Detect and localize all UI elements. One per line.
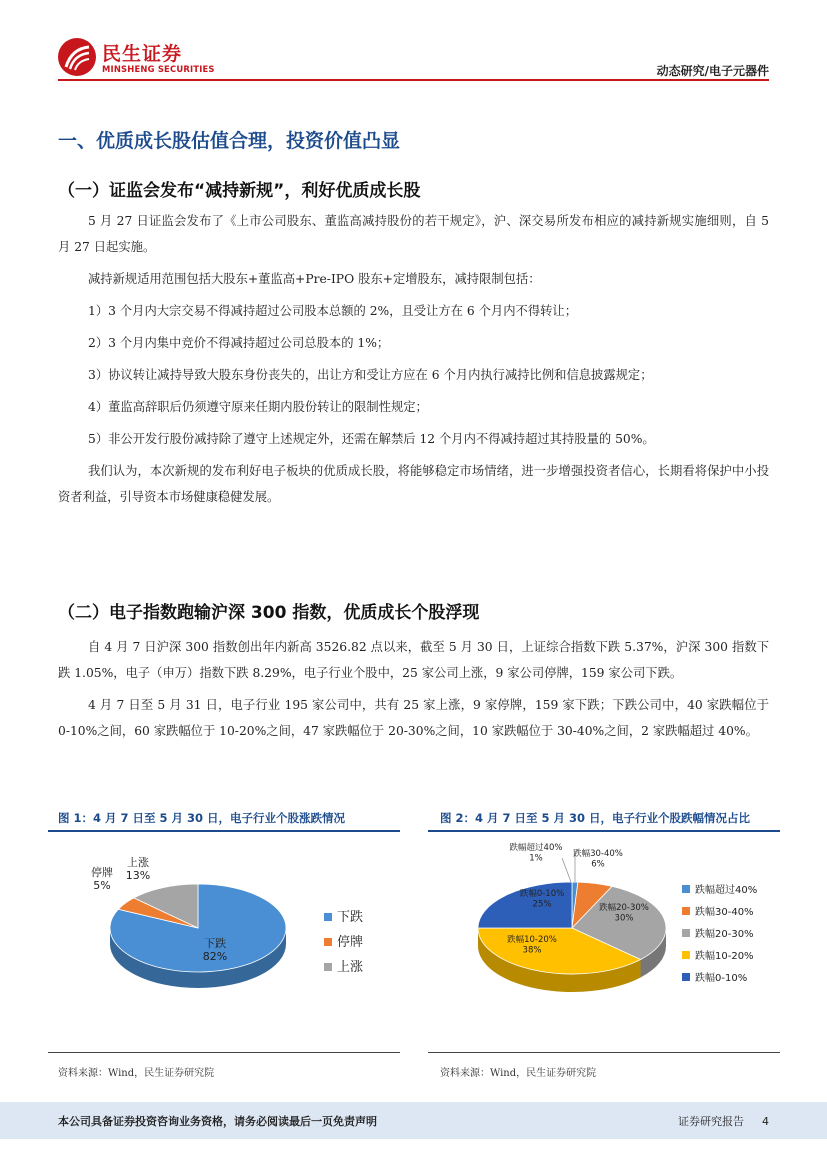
legend-label-2: 上涨 (337, 960, 364, 975)
legend-label-0: 跌幅超过40% (695, 885, 758, 896)
section-heading: 一、优质成长股估值合理，投资价值凸显 (58, 130, 401, 152)
pie-chart-stock-movement (48, 836, 400, 1048)
page-header (0, 0, 827, 84)
report-type-label: 证券研究报告 (678, 1115, 744, 1128)
paragraph: 1）3 个月内大宗交易不得减持超过公司股本总额的 2%，且受让方在 6 个月内不得转让； (88, 304, 578, 318)
logo-mark-icon (58, 38, 96, 76)
slice-label-4: 跌幅0-10% (519, 889, 565, 899)
figure-2-bottom-rule (428, 1052, 780, 1053)
footer-right (660, 1113, 769, 1129)
paragraph: 3）协议转让减持导致大股东身份丧失的，出让方和受让方应在 6 个月内执行减持比例和信息披露规定； (88, 368, 653, 382)
figure-2-top-rule (428, 830, 780, 832)
legend-label-4: 跌幅0-10% (695, 973, 748, 984)
figure-1-bottom-rule (48, 1052, 400, 1053)
header-divider (58, 79, 769, 81)
logo-text-cn: 民生证券 (102, 43, 183, 65)
slice-value-1: 5% (93, 879, 111, 892)
paragraph: 自 4 月 7 日沪深 300 指数创出年内新高 3526.82 点以来，截至 5 月 30 日，上证综合指数下跌 5.37%，沪深 300 指数下跌 1.05%，电子（申万）指数下跌 8.29%，电子行业个股中，25 家公司上涨，9 家公司停牌，159 家公司下跌。 (58, 640, 769, 680)
figure-2-source: 资料来源：Wind，民生证券研究院 (440, 1068, 597, 1079)
minsheng-logo (58, 38, 215, 78)
section-label: 动态研究/电子元器件 (656, 64, 769, 78)
paragraph: 5）非公开发行股份减持除了遵守上述规定外，还需在解禁后 12 个月内不得减持超过其持股量的 50%。 (88, 432, 655, 446)
subsection-heading-2: （二）电子指数跑输沪深 300 指数，优质成长个股浮现 (58, 603, 480, 623)
legend-swatch-0 (324, 913, 332, 921)
slice-value-2: 13% (125, 869, 151, 882)
body-text-block-2 (58, 634, 769, 744)
figure-2-title: 图 2：4 月 7 日至 5 月 30 日，电子行业个股跌幅情况占比 (440, 811, 751, 825)
legend-label-2: 跌幅20-30% (695, 929, 754, 940)
slice-value-3: 38% (522, 945, 542, 956)
pie-chart-decline-distribution (428, 836, 780, 1048)
label-leader-0 (562, 858, 571, 882)
slice-label-0: 下跌 (204, 937, 226, 950)
paragraph: 2）3 个月内集中竞价不得减持超过公司总股本的 1%； (88, 336, 390, 350)
body-text-block-1 (58, 208, 769, 510)
slice-value-0: 1% (529, 853, 543, 864)
paragraph: 4）董监高辞职后仍须遵守原来任期内股份转让的限制性规定； (88, 400, 428, 414)
legend-swatch-2 (682, 929, 690, 937)
slice-label-3: 跌幅10-20% (507, 935, 557, 945)
legend-swatch-1 (682, 907, 690, 915)
legend-swatch-3 (682, 951, 690, 959)
subsection-heading-1: （一）证监会发布“减持新规”，利好优质成长股 (58, 181, 421, 201)
paragraph: 5 月 27 日证监会发布了《上市公司股东、董监高减持股份的若干规定》，沪、深交易所发布相应的减持新规实施细则，自 5 月 27 日起实施。 (58, 214, 769, 254)
legend-swatch-1 (324, 938, 332, 946)
paragraph: 我们认为，本次新规的发布利好电子板块的优质成长股，将能够稳定市场情绪，进一步增强投资者信心，长期看将保护中小投资者利益，引导资本市场健康稳健发展。 (58, 464, 769, 504)
paragraph: 4 月 7 日至 5 月 31 日，电子行业 195 家公司中，共有 25 家上涨，9 家停牌，159 家下跌；下跌公司中，40 家跌幅位于 0-10%之间，60 家跌幅位于 10-20%之间，47 家跌幅位于 20-30%之间，10 家跌幅位于 30-40%之间，2 家跌幅超过 40%。 (58, 698, 769, 738)
slice-value-1: 6% (591, 859, 605, 870)
slice-value-4: 25% (532, 899, 552, 910)
slice-label-1: 跌幅30-40% (573, 849, 623, 859)
legend-label-1: 跌幅30-40% (695, 907, 754, 918)
slice-value-0: 82% (202, 950, 228, 963)
figure-1-title: 图 1：4 月 7 日至 5 月 30 日，电子行业个股涨跌情况 (58, 811, 346, 825)
slice-label-1: 停牌 (91, 866, 113, 879)
footer-disclaimer: 本公司具备证券投资咨询业务资格，请务必阅读最后一页免责声明 (58, 1115, 377, 1128)
legend-label-1: 停牌 (337, 935, 364, 950)
slice-label-2: 跌幅20-30% (599, 903, 649, 913)
slice-label-0: 跌幅超过40% (509, 843, 563, 853)
paragraph: 减持新规适用范围包括大股东+董监高+Pre-IPO 股东+定增股东，减持限制包括： (88, 272, 541, 286)
page-number: 4 (762, 1115, 769, 1128)
figure-1-top-rule (48, 830, 400, 832)
legend-label-0: 下跌 (337, 910, 364, 925)
figure-1-source: 资料来源：Wind，民生证券研究院 (58, 1068, 215, 1079)
logo-text-en: MINSHENG SECURITIES (102, 64, 215, 74)
legend-swatch-0 (682, 885, 690, 893)
slice-value-2: 30% (614, 913, 634, 924)
slice-label-2: 上涨 (127, 856, 149, 869)
legend-swatch-4 (682, 973, 690, 981)
page-footer (0, 1102, 827, 1139)
legend-label-3: 跌幅10-20% (695, 951, 754, 962)
legend-swatch-2 (324, 963, 332, 971)
